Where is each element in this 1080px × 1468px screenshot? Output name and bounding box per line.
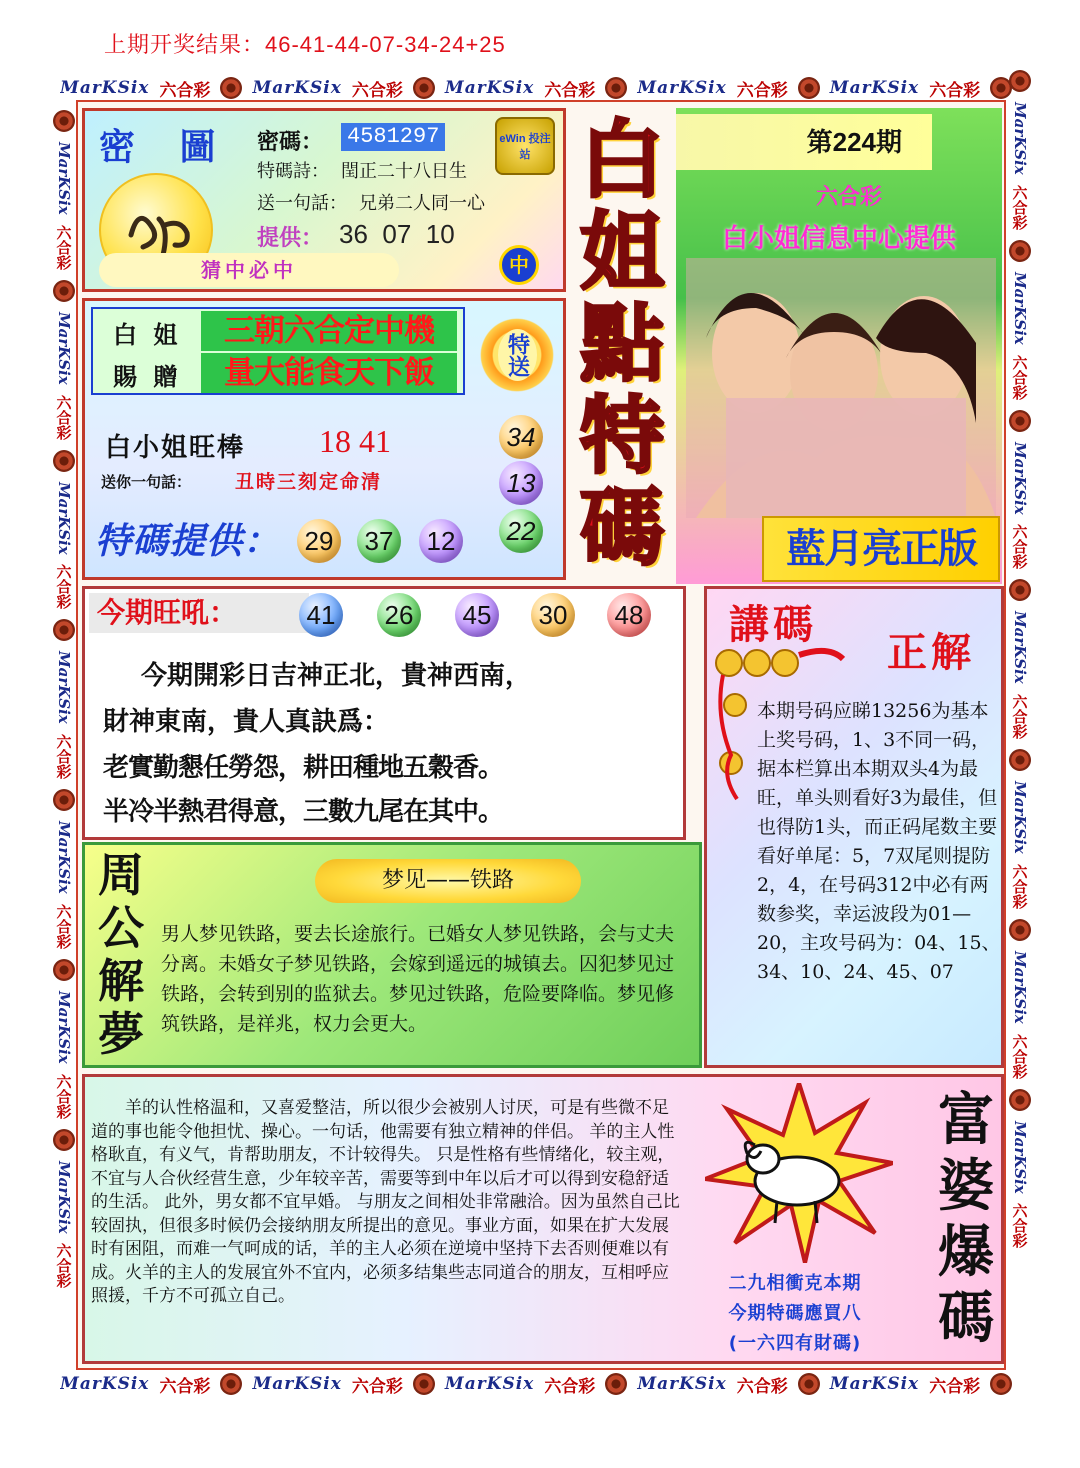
dream-title: 梦见——铁路 [315, 859, 581, 903]
wang-panel-label: 今期旺吼： [89, 593, 309, 633]
border-brand-en: MarKSix [444, 78, 535, 98]
flower-icon [1009, 70, 1031, 92]
gift-line2: 量大能食天下飯 [201, 353, 457, 393]
password-panel [82, 108, 566, 292]
flower-icon [53, 959, 75, 981]
border-brand-zh: 六合彩 [1010, 524, 1029, 570]
dream-panel [82, 842, 702, 1068]
border-brand-zh: 六合彩 [1010, 354, 1029, 400]
side-ball-3: 22 [499, 509, 543, 553]
zhengjie-panel [704, 586, 1004, 1068]
poem-value: 閏正二十八日生 [341, 161, 467, 182]
blue-moon-banner: 藍月亮正版 [762, 516, 1000, 582]
wang-line-3: 老實勤懇任勞怨，耕田種地五穀香。 [103, 753, 504, 783]
wang-panel [82, 586, 686, 840]
border-brand-zh: 六合彩 [929, 1376, 981, 1397]
border-brand-en: MarKSix [252, 1374, 342, 1394]
password-value: 4581297 [341, 123, 445, 151]
fupo-side-title [931, 1087, 1001, 1351]
flower-icon [798, 1373, 820, 1395]
main-title-char-5: 碼 [579, 478, 664, 577]
sheep-caption-3: (一六四有財碼) [728, 1333, 862, 1354]
special-ball-3: 12 [419, 519, 463, 563]
wang-line-4: 半冷半熱君得意，三數九尾在其中。 [103, 797, 504, 827]
provide-values: 36 07 10 [339, 219, 455, 249]
border-brand-zh: 六合彩 [929, 80, 981, 101]
ewin-logo: eWin 投注站 [495, 117, 555, 175]
border-brand-en: MarKSix [252, 78, 342, 98]
sentence-value: 兄弟二人同一心 [359, 193, 485, 214]
border-brand-en: MarKSix [1011, 611, 1029, 684]
sheep-panel [82, 1074, 1004, 1364]
flower-icon [798, 77, 820, 99]
border-brand-en: MarKSix [55, 1160, 73, 1234]
border-brand-zh: 六合彩 [54, 1073, 73, 1119]
wang-ball-5: 48 [607, 593, 651, 637]
gift-left-bottom: 賜 贈 [113, 362, 182, 391]
flower-icon [220, 1373, 242, 1395]
border-brand-en: MarKSix [1011, 950, 1029, 1024]
seal-icon: 中 [499, 245, 539, 285]
border-brand-en: MarKSix [1011, 441, 1029, 515]
flower-icon [1009, 919, 1031, 941]
main-title-char-2: 姐 [579, 202, 664, 301]
border-brand-zh: 六合彩 [1010, 1203, 1029, 1249]
sentence-label: 送一句話： [257, 193, 347, 214]
photo-panel [676, 108, 1002, 584]
last-result-header: 上期开奖结果：46-41-44-07-34-24+25 [104, 32, 506, 57]
border-brand-zh: 六合彩 [544, 80, 596, 101]
gift-panel [82, 298, 566, 580]
wang-line-1: 今期開彩日吉神正北，貴神西南， [141, 661, 532, 691]
border-brand-en: MarKSix [55, 142, 73, 215]
sheep-caption-2: 今期特碼應買八 [728, 1303, 862, 1324]
special-label: 特碼提供： [95, 521, 281, 562]
password-label: 密碼： [257, 129, 324, 155]
border-brand-en: MarKSix [1011, 1120, 1029, 1194]
border-brand-en: MarKSix [55, 990, 73, 1064]
border-brand-en: MarKSix [1011, 781, 1029, 854]
border-brand-zh: 六合彩 [351, 80, 403, 101]
wang-values: 18 41 [319, 423, 391, 459]
sheep-starburst-image [705, 1083, 893, 1263]
border-brand-en: MarKSix [637, 1374, 727, 1394]
wang-ball-4: 30 [531, 593, 575, 637]
border-brand-zh: 六合彩 [54, 903, 73, 949]
border-brand-zh: 六合彩 [544, 1376, 596, 1397]
main-title-char-4: 特 [579, 386, 664, 485]
issue-line2: 白小姐信息中心提供 [721, 224, 956, 254]
flower-icon [1009, 1089, 1031, 1111]
flower-icon [220, 77, 242, 99]
special-badge-text: 特送 [498, 329, 537, 381]
poem-label: 特碼詩： [257, 161, 329, 182]
send-value: 丑時三刻定命清 [235, 471, 383, 493]
sheep-caption-1: 二九相衝克本期 [728, 1273, 862, 1294]
border-brand-en: MarKSix [1011, 271, 1029, 345]
border-brand-en: MarKSix [55, 821, 73, 894]
border-brand-zh: 六合彩 [54, 1243, 73, 1289]
sheep-body: 羊的认性格温和，又喜爱整洁，所以很少会被别人讨厌，可是有些微不足道的事也能令他担忧、操心。一句话，他需要有独立精神的伴侣。 羊的主人性格耿直，有义气，肯帮助朋友，不计较得失。 只是性格有些情绪化，较主观，不宜与人合伙经营生意，少年较辛苦，需要等到中年以后才可以得到安稳舒适的生活。 此外，男女都不宜早婚。 与朋友之间相处非常融洽。因为虽然自己比较固执，但很多时候仍会接纳朋友所提出的意见。事业方面，如果在扩大发展时有困阻，而难一气呵成的话，羊的主人必须在逆境中坚持下去否则便难以有成。火羊的主人的发展宜外不宜内，必须多结集些志同道合的朋友，互相呼应照援，千方不可孤立自己。 [91, 1098, 680, 1306]
border-brand-zh: 六合彩 [159, 80, 211, 101]
flower-icon [53, 789, 75, 811]
issue-line1: 六合彩 [816, 185, 883, 210]
fupo-side-char-4: 碼 [938, 1285, 994, 1351]
fupo-side-char-1: 富 [938, 1087, 994, 1153]
border-brand-en: MarKSix [829, 78, 920, 98]
flower-icon [53, 110, 75, 132]
dream-side-title [91, 849, 151, 1061]
zhengjie-title-right: 正解 [887, 629, 975, 676]
zhengjie-title-left: 講碼 [729, 601, 817, 648]
border-brand-en: MarKSix [60, 1374, 150, 1394]
wang-ball-3: 45 [455, 593, 499, 637]
gift-line1: 三朝六合定中機 [201, 311, 457, 351]
dream-side-char-1: 周 [98, 848, 144, 902]
flower-icon [605, 1373, 627, 1395]
border-brand-zh: 六合彩 [736, 1376, 788, 1397]
wang-ball-1: 41 [299, 593, 343, 637]
flower-icon [413, 77, 435, 99]
flower-icon [1009, 749, 1031, 771]
border-brand-zh: 六合彩 [1010, 184, 1029, 230]
border-brand-zh: 六合彩 [1010, 1033, 1029, 1079]
guess-banner: 猜中必中 [99, 253, 399, 287]
gift-box [91, 307, 465, 395]
border-brand-en: MarKSix [637, 78, 727, 98]
send-label: 送你一句話： [101, 473, 192, 491]
fupo-side-char-2: 婆 [938, 1153, 994, 1219]
border-brand-en: MarKSix [55, 481, 73, 555]
three-women-photo [686, 258, 996, 518]
dream-side-char-2: 公 [98, 901, 144, 955]
flower-icon [53, 619, 75, 641]
border-brand-en: MarKSix [829, 1374, 920, 1394]
flower-icon [990, 1373, 1012, 1395]
flower-icon [413, 1373, 435, 1395]
flower-icon [605, 77, 627, 99]
mitu-title: 密 圖 [99, 126, 232, 168]
flower-icon [1009, 579, 1031, 601]
dream-side-char-3: 解 [98, 954, 144, 1008]
main-title-chars [579, 110, 664, 577]
border-brand-zh: 六合彩 [351, 1376, 403, 1397]
border-brand-zh: 六合彩 [1010, 863, 1029, 909]
border-right [1000, 70, 1040, 1370]
wang-ball-2: 26 [377, 593, 421, 637]
special-ball-2: 37 [357, 519, 401, 563]
border-brand-en: MarKSix [60, 78, 150, 98]
main-title-char-3: 點 [579, 294, 664, 393]
border-brand-en: MarKSix [444, 1374, 535, 1394]
border-brand-zh: 六合彩 [159, 1376, 211, 1397]
wang-label: 白小姐旺棒 [105, 433, 246, 463]
flower-icon [1009, 240, 1031, 262]
side-ball-1: 34 [499, 415, 543, 459]
border-brand-zh: 六合彩 [54, 394, 73, 440]
border-brand-zh: 六合彩 [54, 734, 73, 779]
flower-icon [53, 450, 75, 472]
wang-line-2: 財神東南，貴人真訣爲： [103, 707, 390, 737]
flower-icon [53, 1129, 75, 1151]
dream-body: 男人梦见铁路，要去长途旅行。已婚女人梦见铁路，会与丈夫分离。未婚女子梦见铁路，会嫁到遥远的城镇去。囚犯梦见过铁路，会转到别的监狱去。梦见过铁路，危险要降临。梦见修筑铁路，是祥兆，权力会更大。 [161, 923, 675, 1035]
border-brand-zh: 六合彩 [1010, 694, 1029, 739]
border-brand-en: MarKSix [55, 651, 73, 724]
coins-icon [711, 645, 831, 679]
border-brand-zh: 六合彩 [736, 80, 788, 101]
border-brand-zh: 六合彩 [54, 564, 73, 610]
issue-number: 第224期 [676, 114, 932, 170]
flower-icon [53, 280, 75, 302]
special-badge [475, 313, 559, 397]
provide-label: 提供： [257, 226, 324, 251]
side-ball-2: 13 [499, 461, 543, 505]
gift-left-top: 白 姐 [113, 320, 182, 349]
border-brand-en: MarKSix [55, 311, 73, 385]
special-ball-1: 29 [297, 519, 341, 563]
border-brand-zh: 六合彩 [54, 224, 73, 270]
main-title-char-1: 白 [579, 110, 664, 209]
zhengjie-body: 本期号码应睇13256为基本上奖号码，1、3不同一码，据本栏算出本期双头4为最旺，单头则看好3为最佳，但也得防1头，而正码尾数主要看好单尾：5，7双尾则提防2，4，在号码312中必有两数参奖，幸运波段为01—20，主攻号码为：04、15、34、10、24、45、07 [757, 700, 1001, 983]
main-title [566, 108, 678, 576]
dream-side-char-4: 夢 [98, 1007, 144, 1061]
border-brand-en: MarKSix [1011, 102, 1029, 175]
fupo-side-char-3: 爆 [938, 1219, 994, 1285]
flower-icon [1009, 410, 1031, 432]
